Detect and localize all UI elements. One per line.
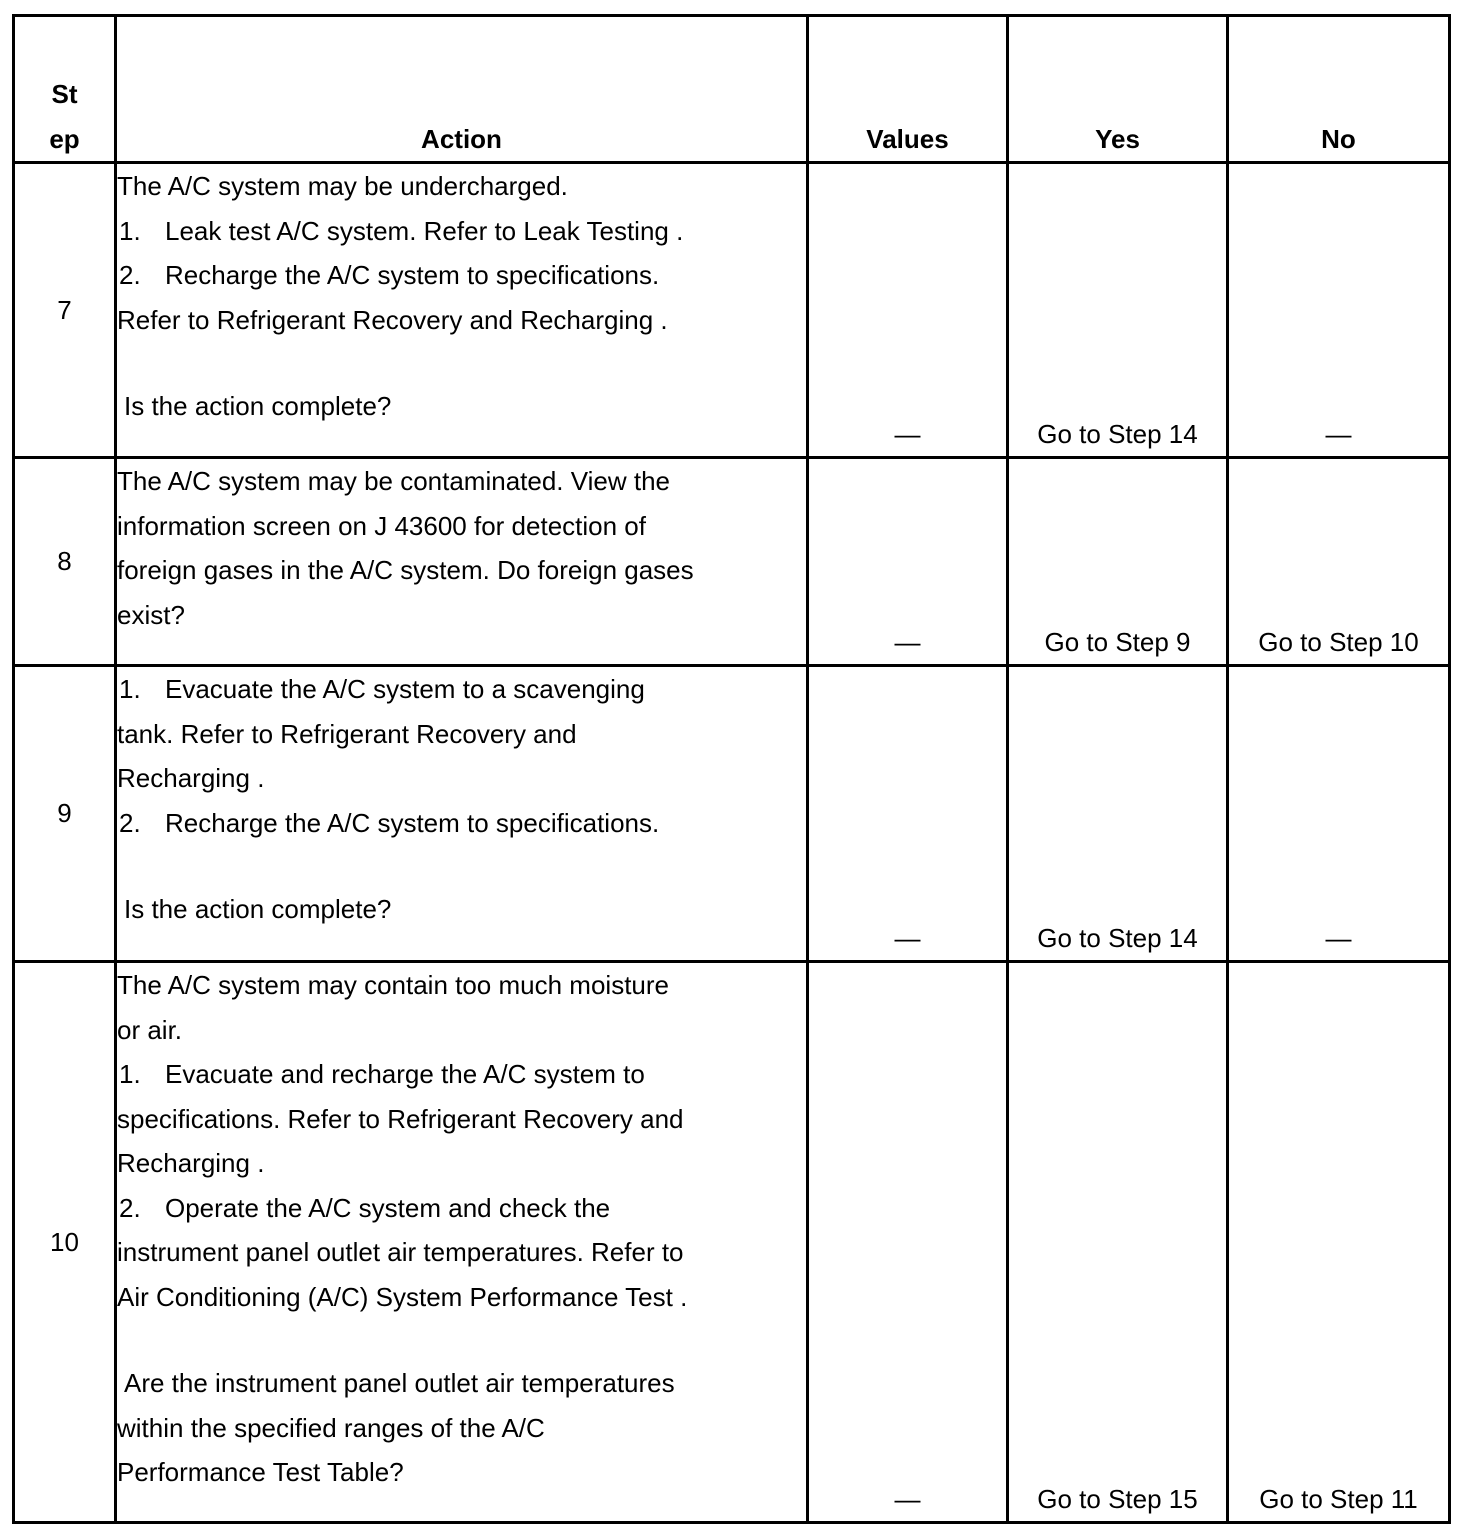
yes-cell[interactable]: Go to Step 14 (1008, 666, 1228, 962)
action-question: Is the action complete? (124, 391, 392, 421)
no-cell: — (1228, 666, 1450, 962)
table-row (14, 163, 1450, 458)
action-question: Is the action complete? (124, 894, 392, 924)
action-item-continued: tank. Refer to Refrigerant Recovery and (117, 718, 577, 749)
item-text: Operate the A/C system and check the (165, 1192, 611, 1223)
item-text: Evacuate and recharge the A/C system to (165, 1059, 645, 1089)
action-cell (116, 163, 808, 458)
yes-cell[interactable]: Go to Step 15 (1008, 962, 1228, 1523)
yes-cell[interactable]: Go to Step 14 (1008, 163, 1228, 458)
header-step-line2: ep (49, 123, 80, 154)
action-intro: The A/C system may contain too much moisture (117, 970, 669, 1000)
table-row (14, 666, 1450, 962)
header-no: No (1228, 16, 1450, 163)
values-cell: — (808, 666, 1008, 962)
item-number: 2. (119, 260, 141, 290)
table-row (14, 962, 1450, 1523)
action-item-continued: specifications. Refer to Refrigerant Recovery and (117, 1103, 684, 1134)
step-number: 9 (14, 666, 116, 962)
action-question-continued: Performance Test Table? (117, 1457, 404, 1487)
table-row (14, 458, 1450, 666)
action-item (117, 209, 806, 254)
action-text-line: The A/C system may be contaminated. View the (117, 466, 671, 496)
header-values: Values (808, 16, 1008, 163)
action-item (117, 1052, 806, 1097)
action-cell (116, 962, 808, 1523)
action-text-line: exist? (117, 599, 185, 630)
action-item-continued: Air Conditioning (A/C) System Performance Test . (117, 1281, 688, 1312)
item-number: 2. (119, 1192, 141, 1223)
action-item (117, 667, 806, 712)
item-number: 1. (119, 1059, 141, 1089)
action-item-continued: instrument panel outlet air temperatures. Refer to (117, 1237, 684, 1267)
action-intro: The A/C system may be undercharged. (117, 171, 568, 201)
item-number: 1. (119, 215, 141, 246)
action-cell (116, 666, 808, 962)
action-item (117, 1186, 806, 1231)
item-number: 1. (119, 674, 141, 704)
action-cell (116, 458, 808, 666)
header-yes: Yes (1008, 16, 1228, 163)
item-text: Leak test A/C system. Refer to Leak Testing . (165, 215, 684, 246)
item-text: Evacuate the A/C system to a scavenging (165, 674, 645, 704)
action-intro: or air. (117, 1014, 183, 1045)
item-text: Recharge the A/C system to specifications. (165, 260, 660, 290)
values-cell: — (808, 458, 1008, 666)
action-text-line: foreign gases in the A/C system. Do foreign gases (117, 555, 694, 585)
no-cell: — (1228, 163, 1450, 458)
header-step-line1: St (51, 79, 78, 109)
action-item-continued: Recharging . (117, 1148, 265, 1178)
header-step (14, 16, 116, 163)
step-number: 10 (14, 962, 116, 1523)
step-number: 8 (14, 458, 116, 666)
action-text-line: information screen on J 43600 for detection of (117, 510, 646, 541)
diagnostic-table (12, 14, 1451, 1524)
header-action: Action (116, 16, 808, 163)
action-item-continued: Recharging . (117, 763, 265, 793)
step-number: 7 (14, 163, 116, 458)
action-question: Are the instrument panel outlet air temperatures (124, 1368, 675, 1398)
item-number: 2. (119, 807, 141, 838)
action-item (117, 253, 806, 298)
header-row (14, 16, 1450, 163)
yes-cell[interactable]: Go to Step 9 (1008, 458, 1228, 666)
no-cell[interactable]: Go to Step 10 (1228, 458, 1450, 666)
action-item-continued: Refer to Refrigerant Recovery and Recharging . (117, 304, 668, 335)
action-item (117, 801, 806, 846)
no-cell[interactable]: Go to Step 11 (1228, 962, 1450, 1523)
item-text: Recharge the A/C system to specifications. (165, 807, 660, 838)
values-cell: — (808, 163, 1008, 458)
action-question-continued: within the specified ranges of the A/C (117, 1412, 545, 1443)
values-cell: — (808, 962, 1008, 1523)
